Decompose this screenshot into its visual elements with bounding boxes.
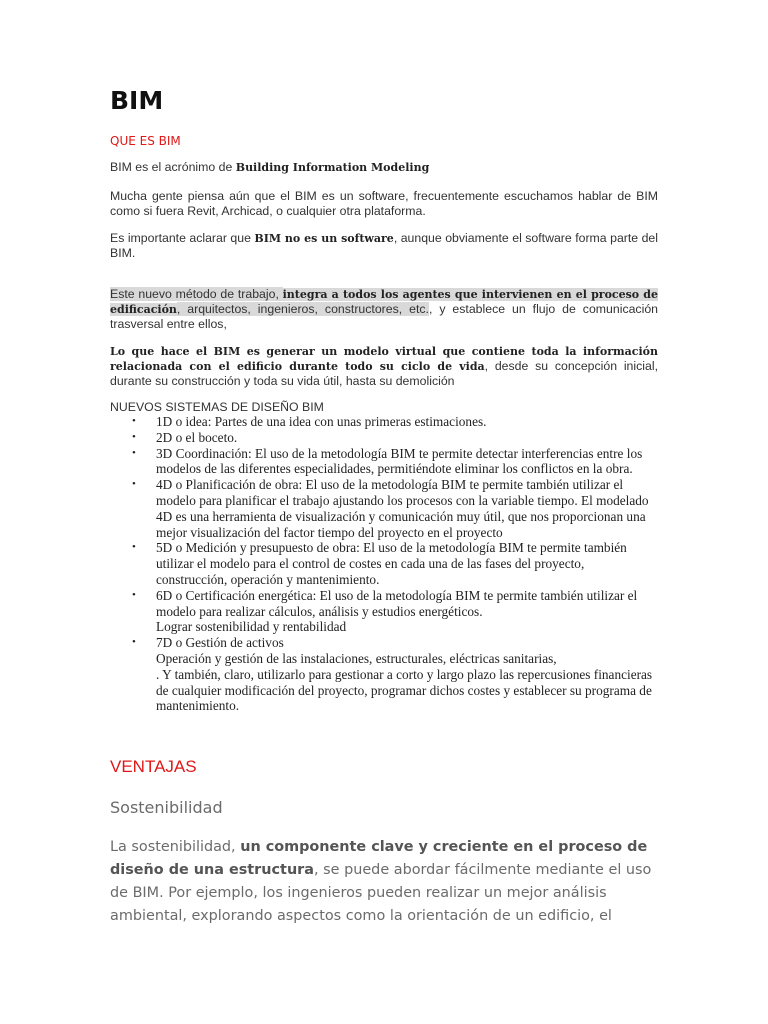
bullet-icon: • [132,636,136,649]
systems-list [110,414,658,714]
sostenibilidad-heading: Sostenibilidad [110,798,223,817]
paragraph-virtual-model-post: , desde su concepción inicial, durante su construcción y toda su vida útil, hasta su demolición [110,359,658,388]
list-item-subline: . Y también, claro, utilizarlo para gestionar a corto y largo plazo las repercusiones financieras de cualquier modificación del proyecto, programar dichos costes y establecer su programa de mantenimiento. [156,666,653,714]
list-item [110,588,658,635]
paragraph-not-software-post: , aunque obviamente el software forma parte del BIM. [110,231,659,260]
list-item-subline: Operación y gestión de las instalaciones, estructurales, eléctricas sanitarias, [156,650,557,666]
list-item [110,446,658,478]
list-item-text: 2D o el boceto. [156,429,238,445]
paragraph-sostenibilidad [110,836,658,928]
list-item-text: 3D Coordinación: El uso de la metodología BIM te permite detectar interferencias entre los modelos de las diferentes especialidades, permitiéndote eliminar los conflictos en la obra. [156,445,643,477]
list-item-subline: Lograr sostenibilidad y rentabilidad [156,619,347,635]
list-item-text: 4D o Planificación de obra: El uso de la metodología BIM te permite también utilizar el modelo para planificar el trabajo ajustando los procesos con la variable tiempo. El modelado 4D es una herramienta de visualización y comunicación muy útil, que nos proporcionan una mejor visualización del factor tiempo del proyecto en el proyecto [156,477,649,540]
paragraph-acronym [110,160,658,175]
paragraph-not-software [110,231,658,261]
section-subtitle: QUE ES BIM [110,134,181,148]
paragraph-acronym-bold: Building Information Modeling [235,161,430,174]
paragraph-virtual-model-bold: Lo que hace el BIM es generar un modelo virtual que contiene toda la información relacionada con el edificio durante todo su ciclo de vida [110,345,658,373]
paragraph-software-myth: Mucha gente piensa aún que el BIM es un software, frecuentemente escuchamos hablar de BIM como si fuera Revit, Archicad, o cualquier otra plataforma. [110,189,658,218]
bullet-icon: • [132,446,136,459]
list-item-text: 1D o idea: Partes de una idea con unas primeras estimaciones. [156,414,487,429]
paragraph-not-software-pre: Es importante aclarar que [110,231,255,245]
list-item [110,430,658,446]
paragraph-virtual-model [110,344,658,389]
paragraph-new-method [110,287,658,332]
list-item [110,540,658,587]
page-title: BIM [110,86,164,115]
paragraph-acronym-pre: BIM es el acrónimo de [110,160,236,174]
paragraph-sostenibilidad-bold: un componente clave y creciente en el proceso de diseño de una estructura [110,839,648,878]
list-item [110,635,658,714]
paragraph-new-method-mid: , arquitectos, ingenieros, constructores, etc. [176,302,429,316]
paragraph-not-software-bold: BIM no es un software [254,232,394,245]
bullet-icon: • [132,541,136,554]
bullet-icon: • [132,430,136,443]
paragraph-new-method-post: , y establece un flujo de comunicación trasversal entre ellos, [110,302,658,331]
paragraph-new-method-bold: integra a todos los agentes que intervienen en el proceso de edificación [110,288,658,316]
list-item-text: 6D o Certificación energética: El uso de la metodología BIM te permite también utilizar el modelo para realizar cálculos, análisis y estudios energéticos. [156,587,638,619]
list-item-text: 5D o Medición y presupuesto de obra: El uso de la metodología BIM te permite también utilizar el modelo para el control de costes en cada una de las fases del proyecto, construcción, operación y mantenimiento. [156,540,627,587]
systems-heading: NUEVOS SISTEMAS DE DISEÑO BIM [110,400,324,414]
list-item-text: 7D o Gestión de activos [156,635,284,651]
bullet-icon: • [132,478,136,491]
list-item [110,414,658,430]
list-item [110,477,658,540]
bullet-icon: • [132,415,136,427]
paragraph-new-method-pre: Este nuevo método de trabajo, [110,287,283,301]
ventajas-heading: VENTAJAS [110,757,197,776]
paragraph-sostenibilidad-post: , se puede abordar fácilmente mediante el uso de BIM. Por ejemplo, los ingenieros pueden realizar un mejor análisis ambiental, explorando aspectos como la orientación de un edificio, el [110,862,652,924]
paragraph-sostenibilidad-pre: La sostenibilidad, [110,839,241,855]
bullet-icon: • [132,588,136,601]
